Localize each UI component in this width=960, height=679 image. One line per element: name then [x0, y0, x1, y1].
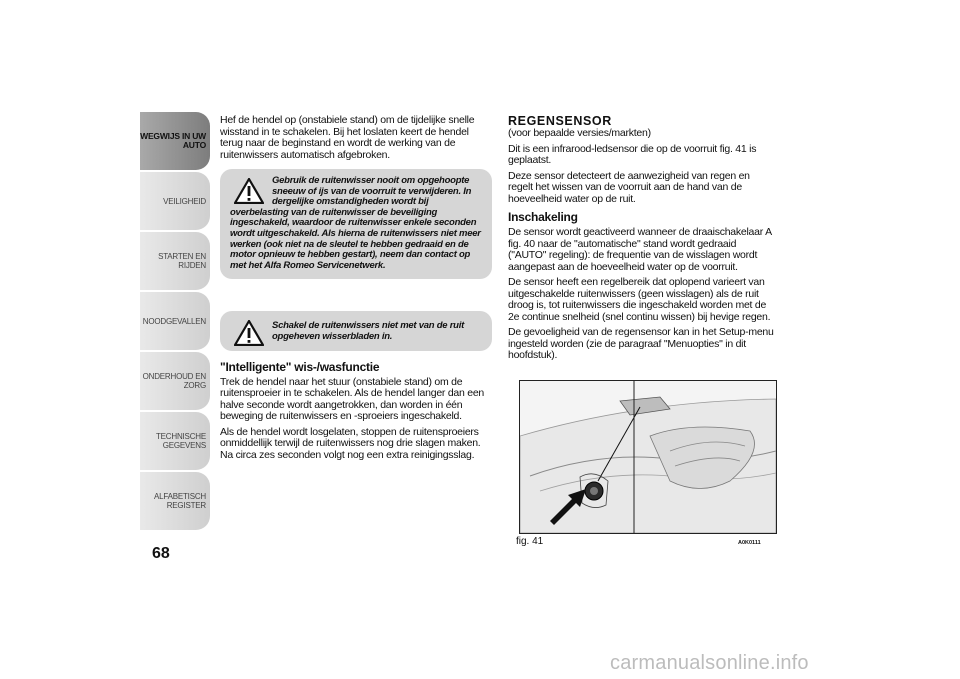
watermark: carmanualsonline.info: [610, 652, 809, 674]
tab-label: WEGWIJS IN UW AUTO: [140, 131, 206, 150]
tab-label: STARTEN EN RIJDEN: [158, 252, 206, 270]
tab-starten[interactable]: [140, 232, 210, 290]
intro-paragraph: Hef de hendel op (onstabiele stand) om de tijdelijke snelle wisstand in te schakelen. Bij het loslaten keert de hendel terug naar de beginstand en wordt de werking van de ruitenwissers automatisch afgebroken.: [220, 114, 475, 161]
warning-triangle-icon: [234, 178, 264, 204]
tab-noodgevallen[interactable]: [140, 292, 210, 350]
figure-code: A0K0111: [738, 540, 761, 546]
subtitle: (voor bepaalde versies/markten): [508, 127, 651, 139]
warning-box: [220, 311, 492, 350]
warning-text: Gebruik de ruitenwisser nooit om opgehoopte sneeuw of ijs van de voorruit te verwijderen. In dergelijke omstandigheden wordt bij overbelasting van de ruitenwisser de beveiliging ingeschakeld, waardoor de ruitenwisser enkele seconden wordt uitgeschakeld. Als hierna de ruitenwissers niet meer werken (ook niet na de sleutel te hebben gedraaid en de motor opnieuw te hebben gestart), neem dan contact op met het Alfa Romeo Servicenetwerk.: [230, 175, 481, 271]
section-title: REGENSENSOR: [508, 114, 612, 128]
body-paragraph: Als de hendel wordt losgelaten, stoppen de ruitensproeiers onmiddellijk terwijl de ruitenwissers nog drie slagen maken. Na circa zes seconden volgt nog een extra reinigingsslag.: [220, 425, 481, 461]
warning-box: [220, 169, 492, 279]
section-heading: "Intelligente" wis-/wasfunctie: [220, 359, 380, 374]
body-paragraph: Deze sensor detecteert de aanwezigheid van regen en regelt het wissen van de voorruit aan de hand van de hoeveelheid water op de ruit.: [508, 169, 750, 205]
tab-label: NOODGEVALLEN: [142, 316, 206, 326]
chapter-sidebar: [140, 112, 210, 532]
figure-caption: fig. 41: [516, 536, 544, 547]
left-column: [220, 115, 492, 465]
rain-sensor-figure: [519, 380, 777, 534]
tab-label: TECHNISCHE GEGEVENS: [155, 432, 206, 450]
tab-label: ALFABETISCH REGISTER: [153, 492, 206, 510]
warning-text: Schakel de ruitenwissers niet met van de ruit opgeheven wisserbladen in.: [272, 320, 465, 342]
warning-triangle-icon: [234, 320, 264, 346]
body-paragraph: De sensor heeft een regelbereik dat oplopend varieert van uitgeschakelde ruitenwissers (geen wisslagen) als de ruit droog is, tot ruitenwissers die ingeschakeld worden met de 2e continue snelheid (snel continu wissen) bij hevige regen.: [508, 276, 771, 323]
right-column: [508, 115, 776, 366]
windshield-illustration: [520, 381, 776, 533]
body-paragraph: Dit is een infrarood-ledsensor die op de voorruit fig. 41 is geplaatst.: [508, 142, 757, 166]
tab-onderhoud[interactable]: [140, 352, 210, 410]
tab-wegwijs[interactable]: [140, 112, 210, 170]
section-heading: Inschakeling: [508, 210, 578, 224]
tab-technische[interactable]: [140, 412, 210, 470]
tab-label: VEILIGHEID: [163, 196, 206, 206]
body-paragraph: De gevoeligheid van de regensensor kan in het Setup-menu ingesteld worden (zie de paragraaf "Menuopties" in dit hoofdstuk).: [508, 326, 774, 361]
body-paragraph: De sensor wordt geactiveerd wanneer de draaischakelaar A fig. 40 naar de "automatische" stand wordt gedraaid ("AUTO" regeling): de frequentie van de wisslagen wordt aangepast aan de hoeveelheid water op de voorruit.: [508, 226, 772, 273]
page-number: 68: [152, 545, 170, 562]
tab-label: ONDERHOUD EN ZORG: [142, 372, 206, 390]
tab-register[interactable]: [140, 472, 210, 530]
tab-veiligheid[interactable]: [140, 172, 210, 230]
body-paragraph: Trek de hendel naar het stuur (onstabiele stand) om de ruitensproeier in te schakelen. Als de hendel langer dan een halve seconde wordt aangetrokken, dan worden in één beweging de ruitenwissers en -sproeiers ingeschakeld.: [220, 375, 485, 423]
